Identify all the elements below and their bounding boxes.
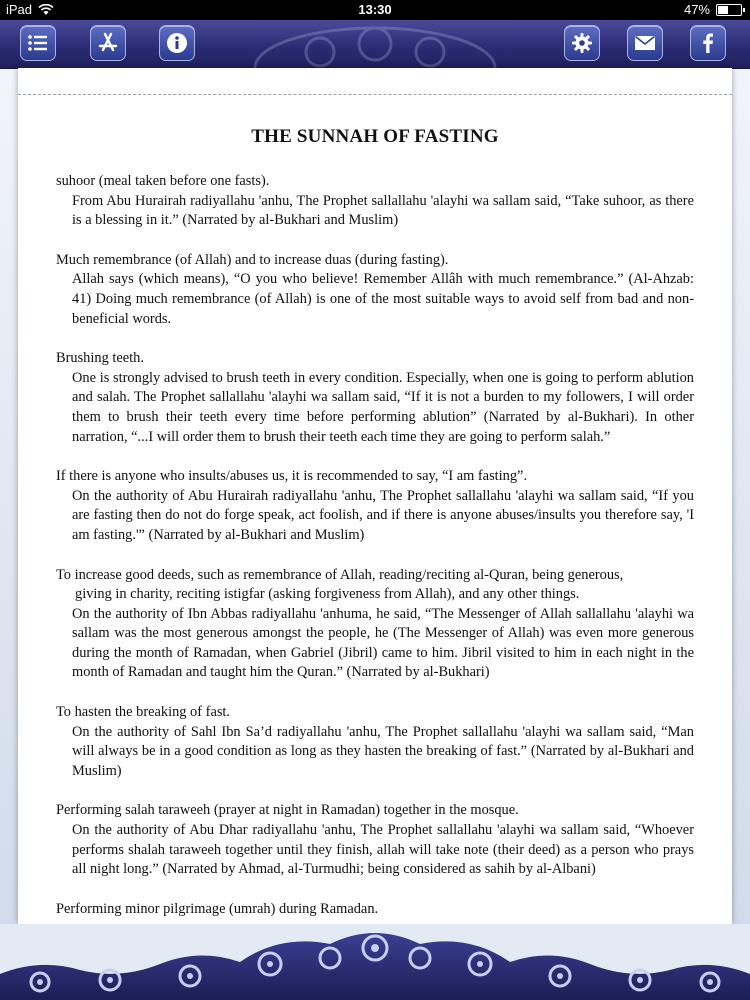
app-store-icon: [96, 31, 120, 55]
list-icon: [26, 31, 50, 55]
sections-container: [56, 172, 694, 919]
section-heading: Performing salah taraweeh (prayer at night in Ramadan) together in the mosque.: [56, 802, 519, 819]
settings-button[interactable]: [564, 25, 600, 61]
gear-icon: [570, 31, 594, 55]
tear-line: [18, 94, 732, 95]
content-section: [56, 703, 694, 781]
bottom-ornament-icon: [0, 924, 750, 1000]
section-paragraph: Allah says (which means), “O you who believe! Remember Allâh with much remembrance.” (Al-Ahzab: 41) Doing much remembrance (of Allah) is one of the most suitable ways to avoid self from bad and non-beneficial words.: [72, 271, 694, 327]
document-content: [56, 118, 694, 924]
section-heading: Performing minor pilgrimage (umrah) during Ramadan.: [56, 900, 379, 917]
section-heading: Brushing teeth.: [56, 350, 144, 367]
content-section: [56, 467, 694, 545]
section-paragraph: On the authority of Sahl Ibn Sa’d radiyallahu 'anhu, The Prophet sallallahu 'alayhi wa sallam said, “Man will always be in a good condition as long as they hasten the breaking of fast.” (Narrated by al-Bukhari and Muslim): [72, 723, 694, 779]
clock: 13:30: [358, 2, 392, 17]
section-heading: If there is anyone who insults/abuses us, it is recommended to say, “I am fasting”.: [56, 468, 528, 485]
content-section: [56, 172, 694, 231]
content-section: [56, 349, 694, 447]
section-heading: suhoor (meal taken before one fasts).: [56, 173, 270, 189]
document-page[interactable]: [18, 68, 732, 924]
info-button[interactable]: [159, 25, 195, 61]
toolbar-ornament-icon: [250, 22, 500, 68]
section-heading: Much remembrance (of Allah) and to increase duas (during fasting).: [56, 251, 449, 268]
status-right: [684, 2, 742, 17]
section-paragraph: On the authority of Ibn Abbas radiyallahu 'anhuma, he said, “The Messenger of Allah sallallahu 'alayhi wa sallam was the most generous amongst the people, he (The Messenger of Allah) was even more generous during the month of Ramadan, when Gabriel (Jibril) came to him. Jibril visited to him in each night in the month of Ramadan and taught him the Quran.” (Narrated by al-Bukhari): [72, 605, 694, 681]
section-heading: To hasten the breaking of fast.: [56, 704, 231, 721]
menu-button[interactable]: [20, 25, 56, 61]
battery-icon: [716, 4, 742, 16]
info-icon: [165, 31, 189, 55]
toolbar: [0, 20, 750, 69]
content-section: [56, 900, 694, 920]
battery-percent: 47%: [683, 2, 710, 17]
app-store-button[interactable]: [90, 25, 126, 61]
page-title: THE SUNNAH OF FASTING: [251, 126, 499, 147]
battery-fill: [718, 6, 728, 14]
status-bar: [0, 0, 750, 20]
section-paragraph: From Abu Hurairah radiyallahu 'anhu, The Prophet sallallahu 'alayhi wa sallam said, “Take suhoor, as there is a blessing in it.” (Narrated by al-Bukhari and Muslim): [72, 192, 694, 229]
content-section: [56, 566, 694, 684]
section-heading: To increase good deeds, such as remembrance of Allah, reading/reciting al-Quran, being generous,: [56, 566, 624, 583]
envelope-icon: [633, 31, 657, 55]
device-name: iPad: [6, 2, 33, 17]
mail-button[interactable]: [627, 25, 663, 61]
content-section: [56, 801, 694, 879]
section-heading-continued: giving in charity, reciting istigfar (asking forgiveness from Allah), and any other things.: [75, 586, 580, 603]
facebook-button[interactable]: [690, 25, 726, 61]
section-paragraph: One is strongly advised to brush teeth in every condition. Especially, when one is going to perform ablution and salah. The Prophet sallallahu 'alayhi wa sallam said, “If it is not a burden to my followers, I will order them to brush their teeth every time before performing ablution” (Narrated by al-Bukhari). In other narration, “...I will order them to brush their teeth each time they are going to perform salah.”: [72, 369, 694, 445]
section-paragraph: On the authority of Abu Hurairah radiyallahu 'anhu, The Prophet sallallahu 'alayhi wa sallam said, “If you are fasting then do not do forge speak, act foolish, and if there is anyone abuses/insults you therefore say, 'I am fasting.'” (Narrated by al-Bukhari and Muslim): [72, 487, 694, 543]
content-section: [56, 251, 694, 329]
section-paragraph: On the authority of Abu Dhar radiyallahu 'anhu, The Prophet sallallahu 'alayhi wa sallam said, “Whoever performs shalah taraweeh together until they finish, allah will take note (their deed) as a person who prays all night long.” (Narrated by Ahmad, al-Turmudhi; being considered as sahih by al-Albani): [72, 822, 694, 878]
facebook-icon: [696, 31, 720, 55]
